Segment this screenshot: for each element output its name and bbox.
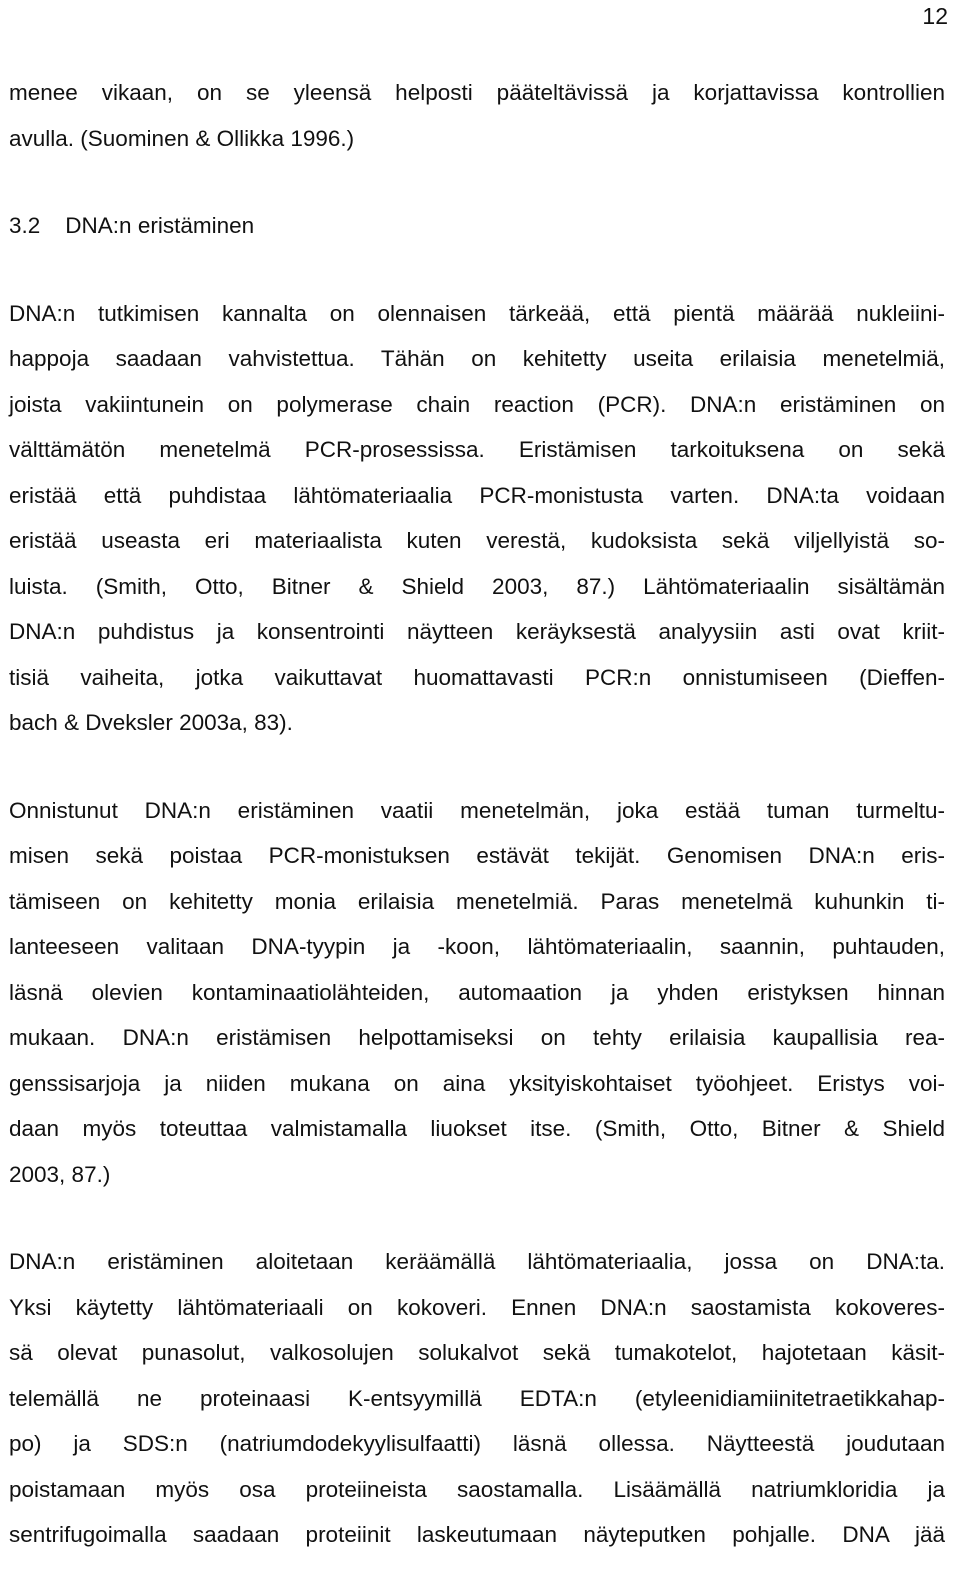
paragraph-line: DNA:n eristäminen aloitetaan keräämällä lähtömateriaalia, jossa on DNA:ta. bbox=[9, 1249, 945, 1274]
paragraph-line: tisiä vaiheita, jotka vaikuttavat huomattavasti PCR:n onnistumiseen (Dieffen- bbox=[9, 664, 945, 690]
paragraph-line: daan myös toteuttaa valmistamalla liuokset itse. (Smith, Otto, Bitner & Shield bbox=[9, 1116, 945, 1141]
section-title: DNA:n eristäminen bbox=[65, 213, 255, 238]
paragraph-line: lanteeseen valitaan DNA-tyypin ja -koon, lähtömateriaalin, saannin, puhtauden, bbox=[9, 934, 945, 959]
document-body bbox=[9, 70, 945, 1558]
paragraph-line: tämiseen on kehitetty monia erilaisia menetelmiä. Paras menetelmä kuhunkin ti- bbox=[9, 888, 945, 914]
paragraph-line: misen sekä poistaa PCR-monistuksen estävät tekijät. Genomisen DNA:n eris- bbox=[9, 843, 945, 868]
page-number: 12 bbox=[922, 3, 948, 29]
paragraph-line: läsnä olevien kontaminaatiolähteiden, automaation ja yhden eristyksen hinnan bbox=[9, 979, 945, 1005]
paragraph-line: genssisarjoja ja niiden mukana on aina yksityiskohtaiset työohjeet. Eristys voi- bbox=[9, 1070, 945, 1096]
intro-paragraph bbox=[9, 70, 945, 161]
paragraph-line: DNA:n tutkimisen kannalta on olennaisen tärkeää, että pientä määrää nukleiini- bbox=[9, 300, 945, 326]
paragraph-line: luista. (Smith, Otto, Bitner & Shield 2003, 87.) Lähtömateriaalin sisältämän bbox=[9, 573, 945, 599]
paragraph-line: sä olevat punasolut, valkosolujen solukalvot sekä tumakotelot, hajotetaan käsit- bbox=[9, 1340, 945, 1365]
paragraph-line: bach & Dveksler 2003a, 83). bbox=[9, 710, 293, 735]
paragraph-line: 2003, 87.) bbox=[9, 1161, 111, 1187]
section-heading bbox=[9, 203, 945, 249]
paragraph-line: sentrifugoimalla saadaan proteiinit laskeutumaan näyteputken pohjalle. DNA jää bbox=[9, 1522, 945, 1547]
paragraph-line: avulla. (Suominen & Ollikka 1996.) bbox=[9, 125, 355, 151]
paragraph-line: Onnistunut DNA:n eristäminen vaatii menetelmän, joka estää tuman turmeltu- bbox=[9, 797, 945, 823]
paragraph-line: eristää useasta eri materiaalista kuten verestä, kudoksista sekä viljellyistä so- bbox=[9, 528, 945, 553]
paragraph-line: mukaan. DNA:n eristämisen helpottamiseksi on tehty erilaisia kaupallisia rea- bbox=[9, 1025, 945, 1050]
paragraph-line: Yksi käytetty lähtömateriaali on kokoveri. Ennen DNA:n saostamista kokoveres- bbox=[9, 1294, 945, 1320]
paragraph-line: poistamaan myös osa proteiineista saostamalla. Lisäämällä natriumkloridia ja bbox=[9, 1476, 945, 1502]
paragraph-line: DNA:n puhdistus ja konsentrointi näytteen keräyksestä analyysiin asti ovat kriit- bbox=[9, 619, 945, 644]
paragraph-1 bbox=[9, 291, 945, 746]
paragraph-line: eristää että puhdistaa lähtömateriaalia PCR-monistusta varten. DNA:ta voidaan bbox=[9, 482, 945, 508]
paragraph-line: telemällä ne proteinaasi K-entsyymillä EDTA:n (etyleenidiamiinitetraetikkahap- bbox=[9, 1385, 945, 1411]
paragraph-line: po) ja SDS:n (natriumdodekyylisulfaatti) läsnä ollessa. Näytteestä joudutaan bbox=[9, 1431, 945, 1456]
paragraph-2 bbox=[9, 788, 945, 1198]
paragraph-line: menee vikaan, on se yleensä helposti pääteltävissä ja korjattavissa kontrollien bbox=[9, 80, 945, 105]
section-number: 3.2 bbox=[9, 213, 41, 238]
paragraph-line: joista vakiintunein on polymerase chain reaction (PCR). DNA:n eristäminen on bbox=[9, 391, 945, 417]
paragraph-line: happoja saadaan vahvistettua. Tähän on kehitetty useita erilaisia menetelmiä, bbox=[9, 346, 945, 371]
paragraph-3 bbox=[9, 1239, 945, 1558]
paragraph-line: välttämätön menetelmä PCR-prosessissa. Eristämisen tarkoituksena on sekä bbox=[9, 437, 945, 462]
